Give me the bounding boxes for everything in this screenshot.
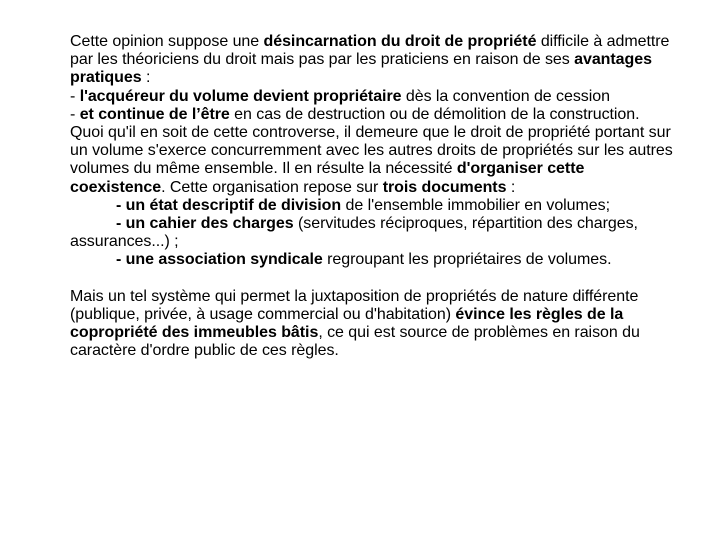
conclusion-bold: évince les règles de la copropriété des immeubles bâtis (70, 305, 624, 342)
intro-text-2: difficile à admettre par les théoriciens du droit mais pas par les praticiens en raison de ses (70, 33, 670, 69)
list-item-charges (70, 215, 682, 251)
acquirer-dash: - (70, 87, 80, 105)
list-item-association (70, 251, 682, 269)
list-item-bold: - une association syndicale (116, 251, 323, 269)
paragraph-gap (70, 270, 682, 288)
paragraph-acquirer (70, 88, 682, 106)
controversy-text-2: . Cette organisation repose sur (161, 178, 383, 196)
list-item-text: de l'ensemble immobilier en volumes; (341, 196, 610, 214)
acquirer-text: dès la convention de cession (401, 87, 610, 105)
controversy-text-1: Quoi qu'il en soit de cette controverse, il demeure que le droit de propriété portant sur un volume s'exerce concurremment avec les autres droits de propriétés sur les autres volumes du même ensemble. Il en résulte la nécessité (70, 124, 673, 178)
list-item-text: regroupant les propriétaires de volumes. (322, 251, 612, 269)
controversy-text-3: : (506, 178, 516, 196)
list-item-bold: - un état descriptif de division (116, 196, 342, 214)
controversy-bold-1: d'organiser cette coexistence (70, 160, 585, 196)
conclusion-text-2: , ce qui est source de problèmes en raison du caractère d'ordre public de ces règles. (70, 324, 640, 360)
list-item-descriptive-state (70, 197, 682, 215)
controversy-bold-2: trois documents (382, 178, 507, 196)
continues-text: en cas de destruction ou de démolition de la construction. (229, 105, 640, 123)
acquirer-bold: l'acquéreur du volume devient propriétaire (79, 87, 402, 105)
paragraph-controversy (70, 124, 682, 197)
continues-dash: - (70, 105, 80, 123)
paragraph-intro (70, 33, 682, 88)
intro-bold-1: désincarnation du droit de propriété (263, 33, 537, 50)
intro-text-3: : (141, 69, 151, 87)
paragraph-continues (70, 106, 682, 124)
list-item-text: (servitudes réciproques, répartition des charges, assurances...) ; (70, 215, 638, 251)
intro-text-1: Cette opinion suppose une (70, 33, 264, 50)
intro-bold-2: avantages pratiques (70, 51, 652, 87)
list-item-bold: - un cahier des charges (116, 215, 294, 233)
paragraph-conclusion (70, 288, 682, 361)
conclusion-text-1: Mais un tel système qui permet la juxtaposition de propriétés de nature différente (publique, privée, à usage commercial ou d'habitation) (70, 287, 639, 323)
document-body (70, 33, 682, 360)
continues-bold: et continue de l’être (79, 105, 230, 123)
